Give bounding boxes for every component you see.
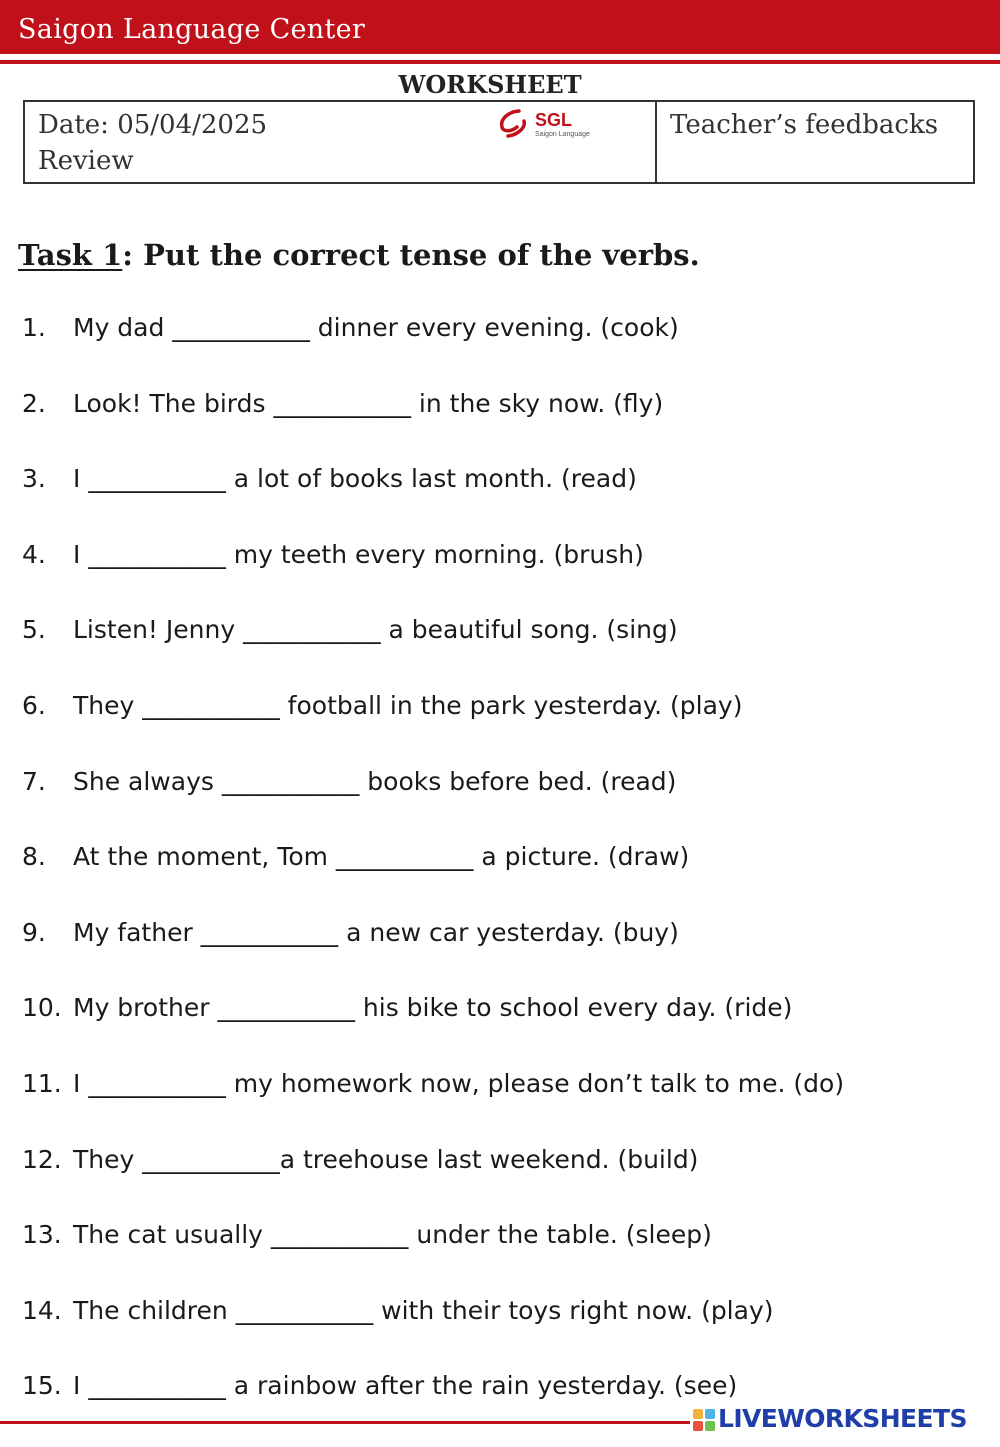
question-number: 10. bbox=[22, 993, 62, 1023]
question-number: 11. bbox=[22, 1068, 62, 1098]
info-box-divider bbox=[655, 102, 657, 182]
logo-subtitle: Saigon Language bbox=[535, 131, 590, 138]
question-item bbox=[0, 918, 1000, 994]
question-text: My dad ___________ dinner every evening. (cook) bbox=[73, 313, 679, 342]
question-number: 15. bbox=[22, 1371, 62, 1401]
question-text: My brother ___________ his bike to school every day. (ride) bbox=[73, 993, 793, 1023]
lesson-label: Review bbox=[38, 146, 134, 176]
question-item bbox=[0, 540, 1000, 616]
question-text: The children ___________ with their toys right now. (play) bbox=[73, 1295, 774, 1325]
task-label: Task 1 bbox=[18, 238, 123, 272]
question-text: I ___________ my homework now, please don’t talk to me. (do) bbox=[73, 1068, 845, 1098]
sgl-logo-icon bbox=[495, 108, 531, 142]
question-text: The cat usually ___________ under the table. (sleep) bbox=[73, 1220, 712, 1250]
question-item bbox=[0, 313, 1000, 389]
question-number: 8. bbox=[22, 842, 46, 872]
question-text: They ___________a treehouse last weekend. (build) bbox=[73, 1144, 699, 1174]
question-text: I ___________ a lot of books last month. (read) bbox=[73, 464, 637, 494]
header-bar bbox=[0, 0, 1000, 54]
question-item bbox=[0, 1296, 1000, 1372]
footer-divider bbox=[0, 1421, 690, 1424]
question-text: Look! The birds ___________ in the sky now. (fly) bbox=[73, 388, 664, 418]
question-text: I ___________ a rainbow after the rain yesterday. (see) bbox=[73, 1371, 738, 1401]
question-list bbox=[0, 313, 1000, 1447]
question-item bbox=[0, 1145, 1000, 1221]
question-text: Listen! Jenny ___________ a beautiful song. (sing) bbox=[73, 615, 678, 645]
organization-name: Saigon Language Center bbox=[18, 14, 366, 45]
question-text: She always ___________ books before bed. (read) bbox=[73, 766, 677, 796]
question-number: 4. bbox=[22, 539, 46, 569]
question-number: 7. bbox=[22, 766, 46, 796]
question-text: My father ___________ a new car yesterday. (buy) bbox=[73, 917, 679, 947]
question-text: They ___________ football in the park yesterday. (play) bbox=[73, 690, 743, 720]
task-instruction: : Put the correct tense of the verbs. bbox=[122, 238, 700, 272]
question-text: I ___________ my teeth every morning. (brush) bbox=[73, 539, 644, 569]
date-label: Date: 05/04/2025 bbox=[38, 110, 268, 140]
header-divider bbox=[0, 60, 1000, 64]
question-item bbox=[0, 767, 1000, 843]
question-item bbox=[0, 1069, 1000, 1145]
question-number: 3. bbox=[22, 464, 46, 494]
liveworksheets-logo-icon bbox=[692, 1408, 716, 1432]
question-item bbox=[0, 464, 1000, 540]
sgl-logo bbox=[495, 106, 605, 144]
question-item bbox=[0, 389, 1000, 465]
question-item bbox=[0, 615, 1000, 691]
logo-brand: SGL bbox=[535, 110, 573, 130]
question-number: 9. bbox=[22, 917, 46, 947]
watermark-text: LIVEWORKSHEETS bbox=[718, 1404, 967, 1433]
info-box bbox=[23, 100, 975, 184]
question-number: 12. bbox=[22, 1144, 62, 1174]
question-number: 2. bbox=[22, 388, 46, 418]
feedback-label: Teacher’s feedbacks bbox=[670, 110, 939, 140]
task-heading bbox=[18, 238, 700, 272]
question-item bbox=[0, 691, 1000, 767]
question-item bbox=[0, 842, 1000, 918]
question-number: 1. bbox=[22, 313, 46, 342]
question-number: 14. bbox=[22, 1295, 62, 1325]
worksheet-title: WORKSHEET bbox=[398, 70, 582, 99]
question-number: 5. bbox=[22, 615, 46, 645]
question-item bbox=[0, 993, 1000, 1069]
question-number: 13. bbox=[22, 1220, 62, 1250]
question-number: 6. bbox=[22, 690, 46, 720]
question-text: At the moment, Tom ___________ a picture. (draw) bbox=[73, 842, 690, 872]
question-item bbox=[0, 1220, 1000, 1296]
